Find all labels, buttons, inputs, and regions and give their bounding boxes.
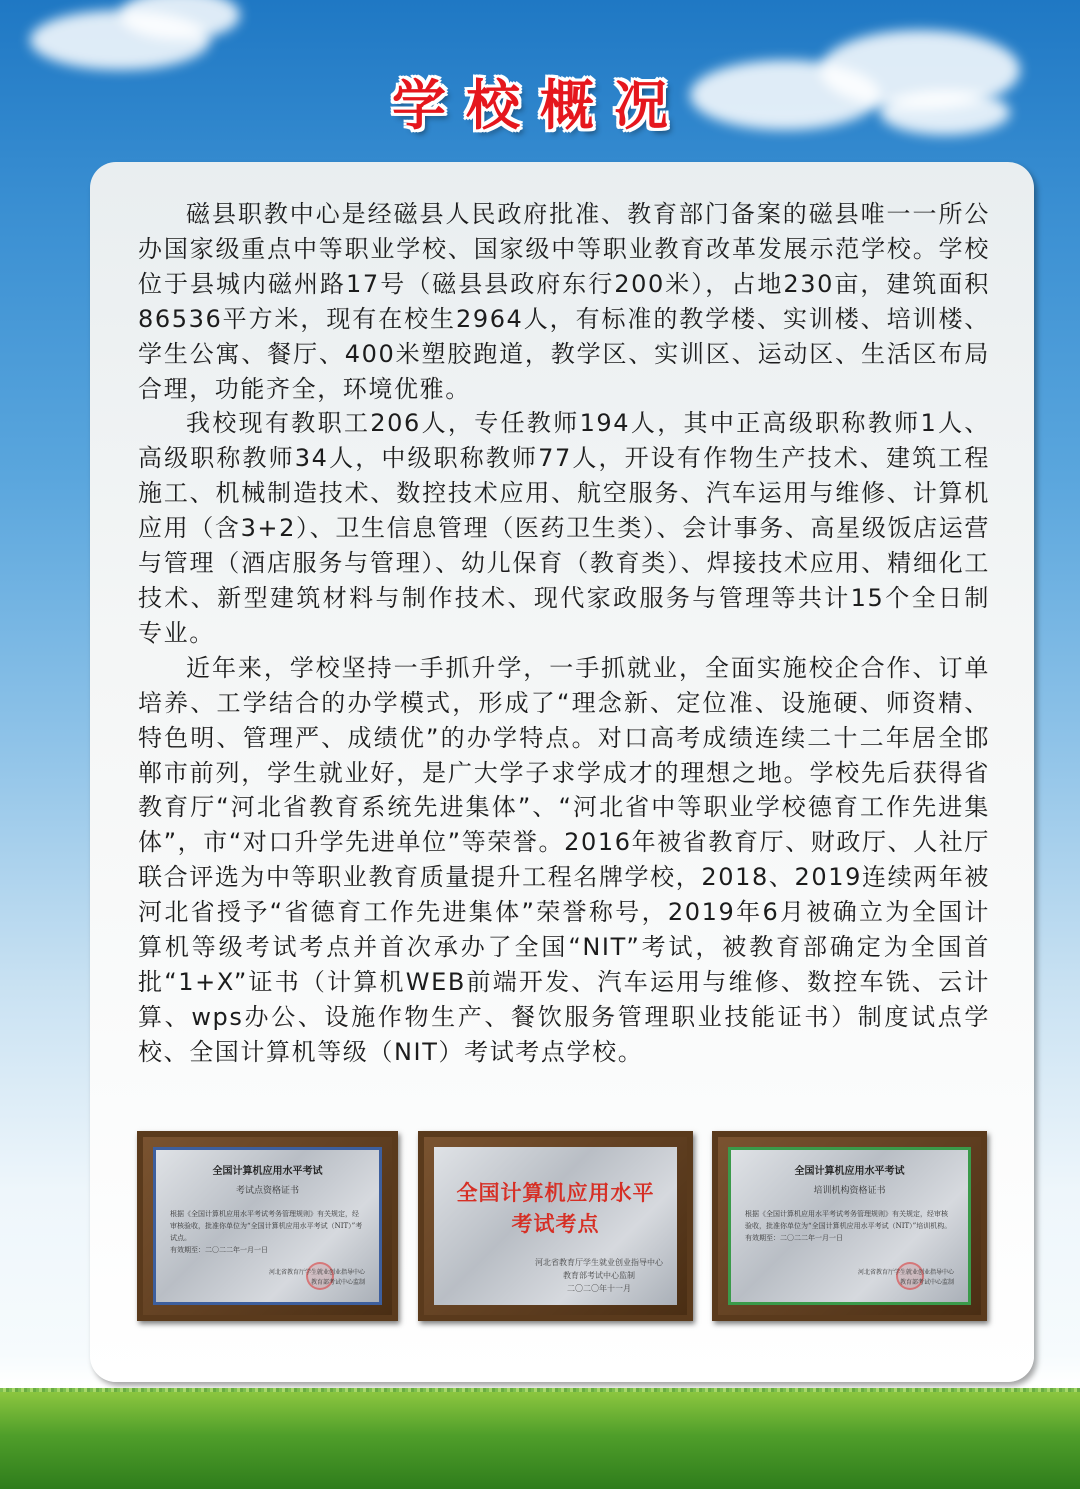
grass-field-decoration: [0, 1392, 1080, 1489]
plaque-title-line: 考试考点: [511, 1211, 600, 1236]
certificate-body: [745, 1208, 954, 1244]
certificate-heading: 全国计算机应用水平考试: [212, 1166, 323, 1177]
certificate-subheading: 考试点资格证书: [235, 1186, 299, 1196]
certificate-training-institution: [712, 1131, 987, 1321]
certificate-face: [153, 1147, 382, 1305]
certificate-body-text: 根据《全国计算机应用水平考试考务管理规则》有关规定，经审核验收，批准你单位为“全国计算机应用水平考试（NIT）”考试点。: [170, 1210, 363, 1242]
plaque-title-line: 全国计算机应用水平: [456, 1180, 655, 1205]
intro-paragraph: 磁县职教中心是经磁县人民政府批准、教育部门备案的磁县唯一一所公办国家级重点中等职业学校、国家级中等职业教育改革发展示范学校。学校位于县城内磁州路17号（磁县县政府东行200米），占地230亩，建筑面积86536平方米，现有在校生2964人，有标准的教学楼、实训楼、培训楼、学生公寓、餐厅、400米塑胶跑道，教学区、实训区、运动区、生活区布局合理，功能齐全，环境优雅。: [138, 200, 990, 403]
issuer-line: 河北省教育厅学生就业创业指导中心: [268, 1269, 365, 1276]
plaque-face: [434, 1147, 677, 1305]
certificate-exam-site: [137, 1131, 398, 1321]
faculty-paragraph: 我校现有教职工206人，专任教师194人，其中正高级职称教师1人、高级职称教师34人，中级职称教师77人，开设有作物生产技术、建筑工程施工、机械制造技术、数控技术应用、航空服务、汽车运用与维修、计算机应用（含3+2）、卫生信息管理（医药卫生类）、会计事务、高星级饭店运营与管理（酒店服务与管理）、幼儿保育（教育类）、焊接技术应用、精细化工技术、新型建筑材料与制作技术、现代家政服务与管理等共计15个全日制专业。: [138, 409, 990, 647]
plaque-date: 二〇二〇年十一月: [567, 1284, 631, 1293]
issuer-line: 教育部考试中心监制: [899, 1279, 954, 1286]
certificate-issuer: [858, 1268, 954, 1288]
plaque-issuer: [535, 1256, 663, 1295]
certificate-subheading: 培训机构资格证书: [813, 1186, 886, 1196]
school-intro-text: [138, 197, 990, 1070]
certificate-body: [170, 1208, 365, 1256]
plaque-title: [434, 1177, 677, 1239]
issuer-line: 河北省教育厅学生就业创业指导中心: [535, 1258, 663, 1267]
certificate-validity: 有效期至：二〇二二年一月一日: [170, 1246, 268, 1254]
certificate-validity: 有效期至：二〇二二年一月一日: [745, 1234, 843, 1242]
cloud-decoration: [880, 90, 1010, 135]
page-title: 学校概况: [392, 73, 688, 137]
certificate-body-text: 根据《全国计算机应用水平考试考务管理规则》有关规定，经审核验收，批准你单位为“全国计算机应用水平考试（NIT）”培训机构。: [745, 1210, 952, 1230]
certificate-heading: 全国计算机应用水平考试: [794, 1166, 905, 1177]
issuer-line: 教育部考试中心监制: [563, 1271, 635, 1280]
issuer-line: 教育部考试中心监制: [310, 1279, 365, 1286]
plaque-exam-site: [418, 1131, 693, 1321]
issuer-line: 河北省教育厅学生就业创业指导中心: [857, 1269, 954, 1276]
certificate-issuer: [269, 1268, 365, 1288]
certificate-face: [728, 1147, 971, 1305]
achievements-paragraph: 近年来，学校坚持一手抓升学，一手抓就业，全面实施校企合作、订单培养、工学结合的办学模式，形成了“理念新、定位准、设施硬、师资精、特色明、管理严、成绩优”的办学特点。对口高考成绩连续二十二年居全邯郸市前列，学生就业好，是广大学子求学成才的理想之地。学校先后获得省教育厅“河北省教育系统先进集体”、“河北省中等职业学校德育工作先进集体”，市“对口升学先进单位”等荣誉。2016年被省教育厅、财政厅、人社厅联合评选为中等职业教育质量提升工程名牌学校，2018、2019连续两年被河北省授予“省德育工作先进集体”荣誉称号，2019年6月被确立为全国计算机等级考试考点并首次承办了全国“NIT”考试，被教育部确定为全国首批“1+X”证书（计算机WEB前端开发、汽车运用与维修、数控车铣、云计算、wps办公、设施作物生产、餐饮服务管理职业技能证书）制度试点学校、全国计算机等级（NIT）考试考点学校。: [138, 653, 990, 1066]
